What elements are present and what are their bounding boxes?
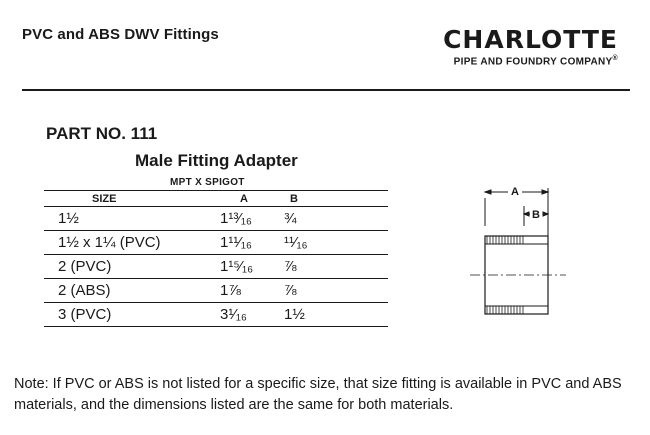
- cell-size: 2 (PVC): [44, 255, 210, 279]
- dimension-a-arrow-right: [542, 190, 548, 194]
- column-header-a: A: [210, 191, 278, 207]
- cell-size: 2 (ABS): [44, 279, 210, 303]
- product-title: Male Fitting Adapter: [135, 151, 298, 170]
- cell-b: ¾: [278, 207, 388, 231]
- table-row: [44, 279, 388, 303]
- dimension-b-label: B: [532, 209, 540, 221]
- cell-a: 1¹³⁄₁₆: [210, 207, 278, 231]
- table-row: [44, 255, 388, 279]
- cell-b: ⅞: [278, 279, 388, 303]
- brand-subtitle-text: PIPE AND FOUNDRY COMPANY: [453, 56, 613, 68]
- cell-b: ⅞: [278, 255, 388, 279]
- registered-mark: ®: [612, 55, 618, 62]
- header-divider: [22, 89, 630, 91]
- table-row: [44, 207, 388, 231]
- table-row: [44, 231, 388, 255]
- dimension-a-label: A: [511, 186, 519, 198]
- column-header-size: SIZE: [44, 191, 210, 207]
- cell-size: 1½: [44, 207, 210, 231]
- cell-size: 3 (PVC): [44, 303, 210, 327]
- brand-name: CHARLOTTE: [443, 25, 618, 54]
- table-row: [44, 303, 388, 327]
- dimension-a-arrow-left: [485, 190, 491, 194]
- product-subtitle: MPT X SPIGOT: [170, 177, 245, 188]
- cell-b: 1½: [278, 303, 388, 327]
- cell-b: ¹¹⁄₁₆: [278, 231, 388, 255]
- dimensions-table: [44, 190, 388, 327]
- cell-a: 1⅞: [210, 279, 278, 303]
- section-title: PVC and ABS DWV Fittings: [22, 26, 219, 43]
- brand-logo: [443, 27, 618, 67]
- footnote: Note: If PVC or ABS is not listed for a specific size, that size fitting is available in PVC and ABS materials, and the dimensions listed are the same for both materials.: [14, 376, 622, 413]
- dimension-b-arrow-right: [543, 212, 548, 216]
- table-header-row: [44, 191, 388, 207]
- dimension-b-arrow-left: [524, 212, 529, 216]
- brand-subtitle: [443, 55, 618, 67]
- part-number: PART NO. 111: [46, 124, 158, 143]
- cell-a: 1¹¹⁄₁₆: [210, 231, 278, 255]
- cell-a: 1¹⁵⁄₁₆: [210, 255, 278, 279]
- column-header-b: B: [278, 191, 388, 207]
- cell-a: 3¹⁄₁₆: [210, 303, 278, 327]
- cell-size: 1½ x 1¼ (PVC): [44, 231, 210, 255]
- fitting-diagram: [466, 178, 586, 323]
